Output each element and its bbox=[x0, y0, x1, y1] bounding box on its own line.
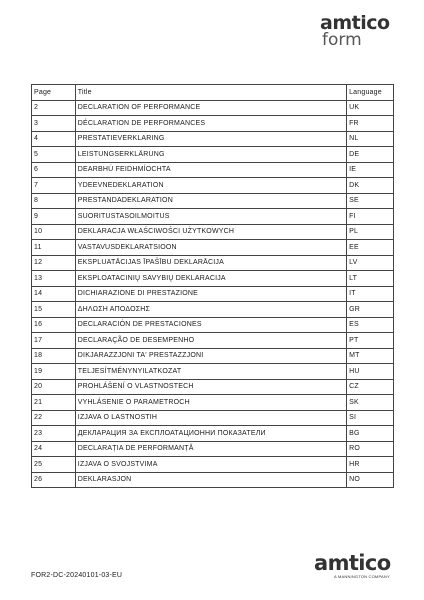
cell-title: ΔΗΛΩΣΗ ΑΠΟΔΟΣΗΣ bbox=[75, 302, 346, 318]
cell-title: EKSPLOATACINIŲ SAVYBIŲ DEKLARACIJA bbox=[75, 271, 346, 287]
cell-page: 2 bbox=[32, 100, 76, 116]
cell-page: 24 bbox=[32, 441, 76, 457]
table-row bbox=[32, 100, 394, 116]
cell-title: TELJESÍTMÉNYNYILATKOZAT bbox=[75, 364, 346, 380]
cell-language: NO bbox=[347, 472, 394, 488]
cell-language: SK bbox=[347, 395, 394, 411]
logo-brand-text: amtico bbox=[320, 12, 390, 34]
cell-page: 16 bbox=[32, 317, 76, 333]
table-row bbox=[32, 178, 394, 194]
cell-page: 9 bbox=[32, 209, 76, 225]
logo-sub-text: form bbox=[322, 30, 362, 50]
cell-title: VYHLÁSENIE O PARAMETROCH bbox=[75, 395, 346, 411]
cell-page: 15 bbox=[32, 302, 76, 318]
cell-language: UK bbox=[347, 100, 394, 116]
cell-language: DE bbox=[347, 147, 394, 163]
cell-language: EE bbox=[347, 240, 394, 256]
cell-title: LEISTUNGSERKLÄRUNG bbox=[75, 147, 346, 163]
amtico-footer-logo bbox=[314, 553, 394, 579]
cell-page: 23 bbox=[32, 426, 76, 442]
cell-page: 11 bbox=[32, 240, 76, 256]
cell-language: HU bbox=[347, 364, 394, 380]
table-row bbox=[32, 131, 394, 147]
table-row bbox=[32, 302, 394, 318]
table-row bbox=[32, 410, 394, 426]
footer-logo-brand: amtico bbox=[314, 551, 391, 575]
header-title: Title bbox=[75, 85, 346, 101]
table-row bbox=[32, 162, 394, 178]
cell-language: LV bbox=[347, 255, 394, 271]
table-row bbox=[32, 441, 394, 457]
cell-page: 19 bbox=[32, 364, 76, 380]
cell-title: SUORITUSTASOILMOITUS bbox=[75, 209, 346, 225]
table-row bbox=[32, 147, 394, 163]
cell-page: 21 bbox=[32, 395, 76, 411]
document-code: FOR2-DC-20240101-03-EU bbox=[31, 572, 123, 579]
cell-title: DECLARATION OF PERFORMANCE bbox=[75, 100, 346, 116]
cell-page: 5 bbox=[32, 147, 76, 163]
table-row bbox=[32, 224, 394, 240]
cell-language: CZ bbox=[347, 379, 394, 395]
table-row bbox=[32, 333, 394, 349]
cell-title: IZJAVA O SVOJSTVIMA bbox=[75, 457, 346, 473]
cell-title: DECLARACIÓN DE PRESTACIONES bbox=[75, 317, 346, 333]
cell-title: PRESTATIEVERKLARING bbox=[75, 131, 346, 147]
language-index-table bbox=[31, 84, 394, 488]
table-row bbox=[32, 364, 394, 380]
table-row bbox=[32, 193, 394, 209]
cell-title: VASTAVUSDEKLARATSIOON bbox=[75, 240, 346, 256]
cell-title: DIKJARAZZJONI TA' PRESTAZZJONI bbox=[75, 348, 346, 364]
cell-title: DECLARAÇÃO DE DESEMPENHO bbox=[75, 333, 346, 349]
header-language: Language bbox=[347, 85, 394, 101]
cell-language: PT bbox=[347, 333, 394, 349]
cell-page: 3 bbox=[32, 116, 76, 132]
cell-title: DEKLARASJON bbox=[75, 472, 346, 488]
cell-language: GR bbox=[347, 302, 394, 318]
cell-title: PRESTANDADEKLARATION bbox=[75, 193, 346, 209]
table-row bbox=[32, 348, 394, 364]
cell-language: BG bbox=[347, 426, 394, 442]
table-row bbox=[32, 209, 394, 225]
table-row bbox=[32, 116, 394, 132]
cell-page: 25 bbox=[32, 457, 76, 473]
table-header-row bbox=[32, 85, 394, 101]
cell-page: 8 bbox=[32, 193, 76, 209]
table-row bbox=[32, 240, 394, 256]
cell-language: HR bbox=[347, 457, 394, 473]
cell-title: EKSPLUATĀCIJAS ĪPAŠĪBU DEKLARĀCIJA bbox=[75, 255, 346, 271]
cell-page: 20 bbox=[32, 379, 76, 395]
cell-title: DICHIARAZIONE DI PRESTAZIONE bbox=[75, 286, 346, 302]
amtico-form-logo bbox=[320, 14, 394, 48]
cell-page: 13 bbox=[32, 271, 76, 287]
cell-language: ES bbox=[347, 317, 394, 333]
table-row bbox=[32, 457, 394, 473]
cell-page: 17 bbox=[32, 333, 76, 349]
footer-logo-tagline: A MANNINGTON COMPANY bbox=[334, 574, 390, 579]
cell-page: 18 bbox=[32, 348, 76, 364]
cell-language: FI bbox=[347, 209, 394, 225]
cell-page: 10 bbox=[32, 224, 76, 240]
cell-page: 22 bbox=[32, 410, 76, 426]
cell-title: IZJAVA O LASTNOSTIH bbox=[75, 410, 346, 426]
cell-title: DECLARAȚIA DE PERFORMANȚĂ bbox=[75, 441, 346, 457]
cell-language: MT bbox=[347, 348, 394, 364]
cell-title: ДЕКЛАРАЦИЯ ЗА ЕКСПЛОАТАЦИОННИ ПОКАЗАТЕЛИ bbox=[75, 426, 346, 442]
cell-language: NL bbox=[347, 131, 394, 147]
cell-language: DK bbox=[347, 178, 394, 194]
cell-page: 4 bbox=[32, 131, 76, 147]
header-page: Page bbox=[32, 85, 76, 101]
cell-language: SI bbox=[347, 410, 394, 426]
table-row bbox=[32, 317, 394, 333]
cell-language: IE bbox=[347, 162, 394, 178]
cell-page: 6 bbox=[32, 162, 76, 178]
cell-page: 26 bbox=[32, 472, 76, 488]
cell-title: YDEEVNEDEKLARATION bbox=[75, 178, 346, 194]
table-row bbox=[32, 379, 394, 395]
cell-title: DEARBHÚ FEIDHMÍOCHTA bbox=[75, 162, 346, 178]
table-row bbox=[32, 472, 394, 488]
table-row bbox=[32, 395, 394, 411]
cell-language: FR bbox=[347, 116, 394, 132]
cell-language: SE bbox=[347, 193, 394, 209]
table-row bbox=[32, 255, 394, 271]
cell-language: PL bbox=[347, 224, 394, 240]
table-body bbox=[32, 100, 394, 488]
cell-language: RO bbox=[347, 441, 394, 457]
cell-page: 7 bbox=[32, 178, 76, 194]
cell-page: 12 bbox=[32, 255, 76, 271]
cell-title: DEKLARACJA WŁAŚCIWOŚCI UŻYTKOWYCH bbox=[75, 224, 346, 240]
cell-page: 14 bbox=[32, 286, 76, 302]
cell-language: LT bbox=[347, 271, 394, 287]
cell-title: DÉCLARATION DE PERFORMANCES bbox=[75, 116, 346, 132]
cell-language: IT bbox=[347, 286, 394, 302]
cell-title: PROHLÁŠENÍ O VLASTNOSTECH bbox=[75, 379, 346, 395]
table-row bbox=[32, 271, 394, 287]
table-row bbox=[32, 426, 394, 442]
table-row bbox=[32, 286, 394, 302]
